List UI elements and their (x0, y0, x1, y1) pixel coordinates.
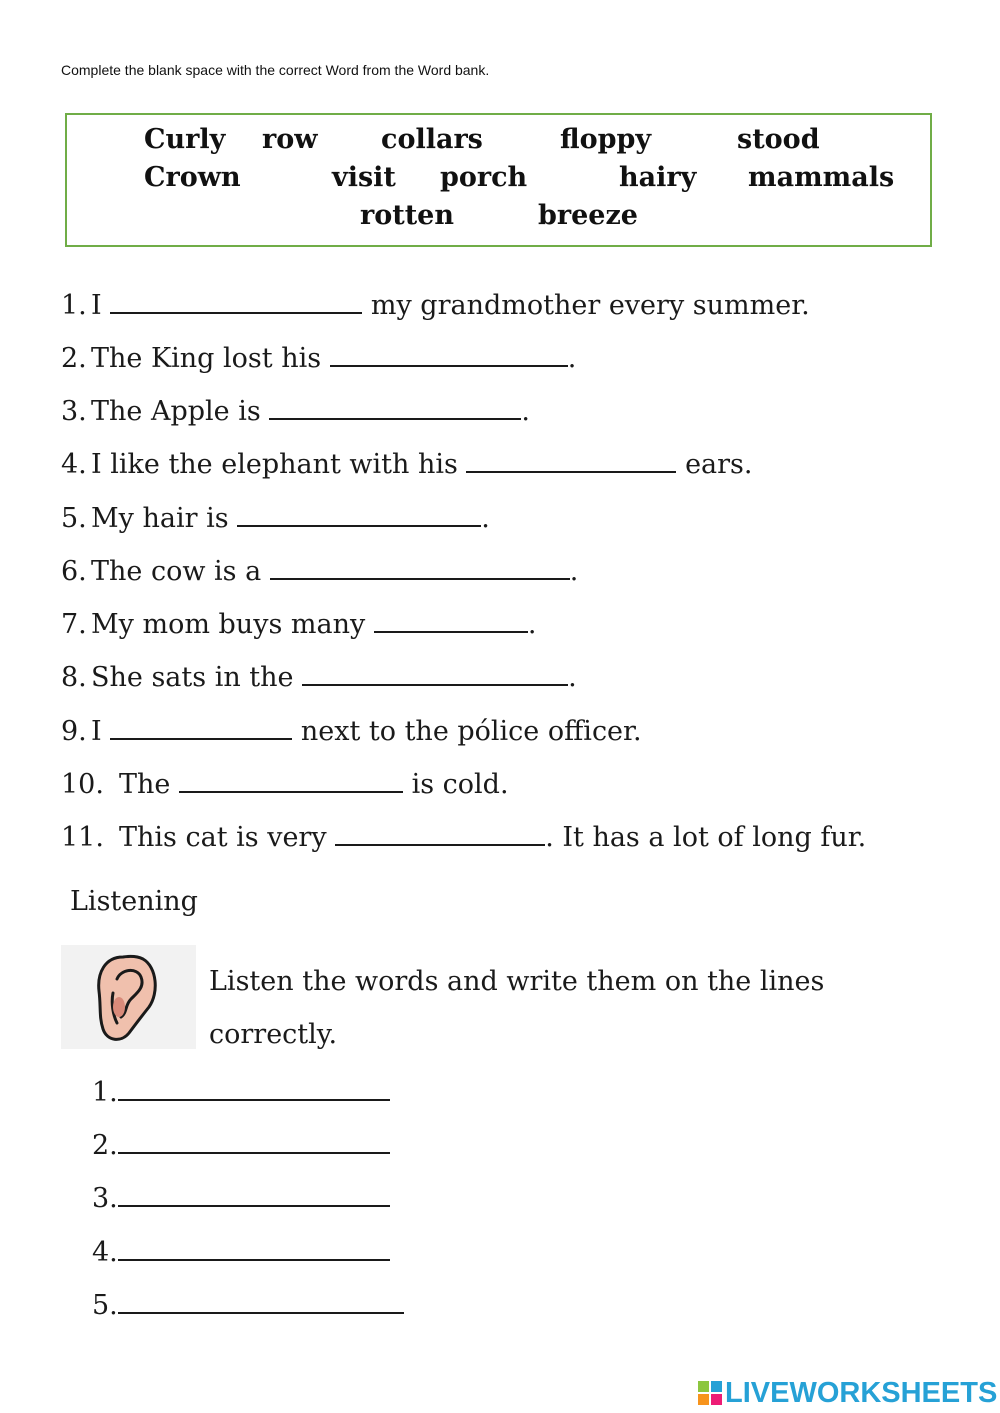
question-9 (61, 716, 642, 745)
question-text-before: I like the elephant with his (91, 449, 458, 480)
question-text-after: is cold. (411, 769, 509, 800)
listening-line-1 (92, 1075, 390, 1106)
question-text-before: This cat is very (119, 822, 327, 853)
word-bank-item: hairy (619, 162, 697, 193)
word-bank-item: floppy (560, 124, 652, 155)
word-bank-item: collars (381, 124, 483, 155)
ear-icon (61, 945, 196, 1049)
listening-line-3 (92, 1181, 390, 1212)
answer-blank[interactable] (335, 822, 545, 846)
question-6 (61, 556, 578, 585)
question-text-before: I (91, 716, 102, 747)
line-number: 5. (92, 1290, 118, 1321)
answer-blank[interactable] (118, 1075, 390, 1101)
word-bank-item: Curly (144, 124, 226, 155)
question-text-after: . (567, 343, 577, 374)
word-bank-item: rotten (360, 200, 454, 231)
question-number: 7. (61, 609, 87, 640)
question-number: 2. (61, 343, 87, 374)
question-1 (61, 290, 810, 319)
line-number: 2. (92, 1130, 118, 1161)
line-number: 4. (92, 1237, 118, 1268)
question-number: 9. (61, 716, 87, 747)
word-bank (65, 113, 932, 247)
question-number: 5. (61, 503, 87, 534)
word-bank-item: breeze (538, 200, 638, 231)
question-text-after: my grandmother every summer. (370, 290, 810, 321)
answer-blank[interactable] (118, 1181, 390, 1207)
question-text-after: . It has a lot of long fur. (545, 822, 867, 853)
answer-blank[interactable] (466, 449, 676, 473)
liveworksheets-logo-text: LIVEWORKSHEETS (725, 1376, 998, 1409)
line-number: 1. (92, 1077, 118, 1108)
answer-blank[interactable] (179, 769, 403, 793)
word-bank-item: row (262, 124, 318, 155)
question-text-before: She sats in the (91, 662, 294, 693)
answer-blank[interactable] (270, 556, 570, 580)
answer-blank[interactable] (237, 503, 481, 527)
question-10 (61, 769, 509, 798)
question-text-before: The Apple is (91, 396, 261, 427)
question-text-after: . (521, 396, 530, 427)
listening-line-4 (92, 1235, 390, 1266)
question-text-after: . (569, 556, 579, 587)
word-bank-item: Crown (144, 162, 241, 193)
question-text-before: I (91, 290, 102, 321)
question-8 (61, 662, 577, 691)
question-text-before: My mom buys many (91, 609, 366, 640)
liveworksheets-logo (697, 1378, 997, 1408)
listening-line-2 (92, 1128, 390, 1159)
question-11 (61, 822, 866, 851)
question-text-after: . (527, 609, 537, 640)
liveworksheets-logo-icon (697, 1380, 723, 1406)
answer-blank[interactable] (110, 716, 292, 740)
answer-blank[interactable] (269, 396, 521, 420)
line-number: 3. (92, 1183, 118, 1214)
question-text-after: . (481, 503, 490, 534)
question-text-before: The King lost his (91, 343, 322, 374)
listening-heading: Listening (70, 886, 198, 917)
word-bank-item: mammals (748, 162, 895, 193)
question-7 (61, 609, 536, 638)
question-number: 10. (61, 769, 104, 800)
answer-blank[interactable] (330, 343, 568, 367)
question-text-before: My hair is (91, 503, 229, 534)
question-number: 4. (61, 449, 87, 480)
answer-blank[interactable] (118, 1288, 404, 1314)
question-text-before: The cow is a (91, 556, 262, 587)
question-number: 1. (61, 290, 87, 321)
listening-instruction: Listen the words and write them on the lines correctly. (209, 966, 825, 1050)
word-bank-item: porch (440, 162, 528, 193)
question-number: 6. (61, 556, 87, 587)
question-text-after: ears. (685, 449, 753, 480)
answer-blank[interactable] (118, 1128, 390, 1154)
worksheet-instruction: Complete the blank space with the correct Word from the Word bank. (61, 62, 490, 78)
answer-blank[interactable] (118, 1235, 390, 1261)
question-number: 8. (61, 662, 87, 693)
word-bank-item: visit (332, 162, 396, 193)
question-text-before: The (119, 769, 171, 800)
question-number: 11. (61, 822, 104, 853)
word-bank-item: stood (737, 124, 820, 155)
answer-blank[interactable] (374, 609, 528, 633)
answer-blank[interactable] (110, 290, 362, 314)
question-number: 3. (61, 396, 87, 427)
question-text-after: . (568, 662, 577, 693)
question-text-after: next to the pólice officer. (300, 716, 642, 747)
question-5 (61, 503, 490, 532)
question-3 (61, 396, 530, 425)
question-4 (61, 449, 752, 478)
listening-line-5 (92, 1288, 404, 1319)
question-2 (61, 343, 576, 372)
answer-blank[interactable] (302, 662, 568, 686)
